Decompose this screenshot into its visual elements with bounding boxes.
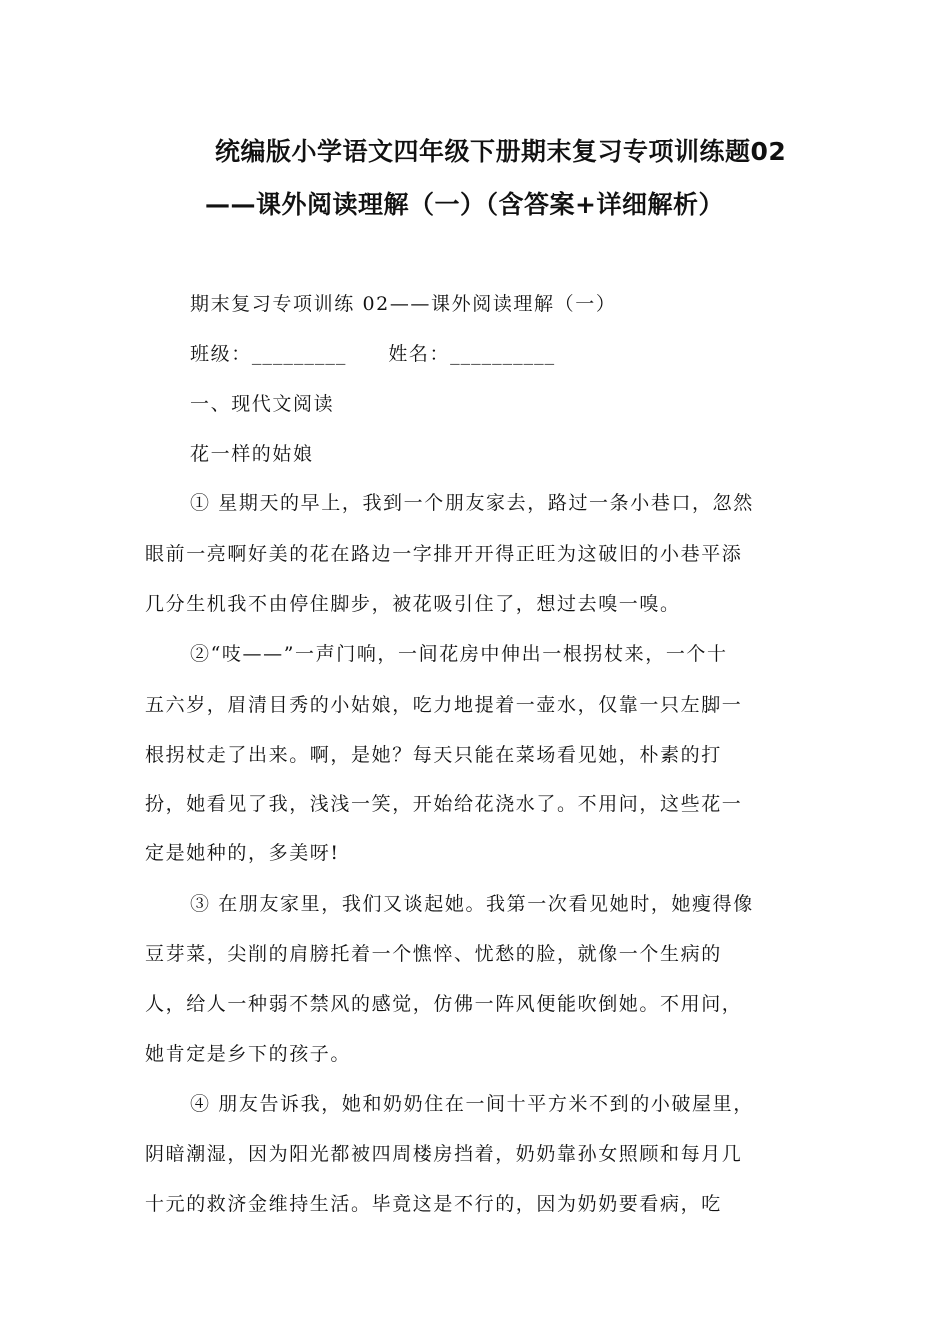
- story-title: 花一样的姑娘: [190, 443, 314, 465]
- section-heading: 一、现代文阅读: [190, 393, 335, 415]
- document-title-line-2: ——课外阅读理解（一）（含答案+详细解析）: [205, 190, 724, 219]
- paragraph-line: 几分生机我不由停住脚步，被花吸引住了，想过去嗅一嗅。: [145, 593, 681, 615]
- document-title-line-1: 统编版小学语文四年级下册期末复习专项训练题02: [215, 137, 787, 166]
- paragraph-line: 眼前一亮啊好美的花在路边一字排开开得正旺为这破旧的小巷平添: [145, 543, 743, 565]
- paragraph-line: ④ 朋友告诉我，她和奶奶住在一间十平方米不到的小破屋里，: [190, 1093, 754, 1115]
- name-label: 姓名：: [388, 343, 451, 365]
- class-label: 班级：: [190, 343, 252, 365]
- paragraph-line: 十元的救济金维持生活。毕竟这是不行的，因为奶奶要看病，吃: [145, 1193, 722, 1215]
- paragraph-line: 人，给人一种弱不禁风的感觉，仿佛一阵风便能吹倒她。不用问，: [145, 993, 743, 1015]
- paragraph-line: 阴暗潮湿，因为阳光都被四周楼房挡着，奶奶靠孙女照顾和每月几: [145, 1143, 743, 1165]
- exercise-subtitle: 期末复习专项训练 02——课外阅读理解（一）: [190, 293, 617, 315]
- paragraph-line: 她肯定是乡下的孩子。: [145, 1043, 352, 1065]
- name-blank: __________: [450, 343, 556, 365]
- class-blank: _________: [251, 343, 347, 365]
- paragraph-line: 根拐杖走了出来。啊，是她？每天只能在菜场看见她，朴素的打: [145, 744, 722, 766]
- paragraph-line: ②“吱——”一声门响，一间花房中伸出一根拐杖来，一个十: [190, 643, 728, 665]
- paragraph-line: ① 星期天的早上，我到一个朋友家去，路过一条小巷口，忽然: [190, 492, 754, 514]
- paragraph-line: 豆芽菜，尖削的肩膀托着一个憔悴、忧愁的脸，就像一个生病的: [145, 943, 722, 965]
- paragraph-line: 五六岁，眉清目秀的小姑娘，吃力地提着一壶水，仅靠一只左脚一: [145, 694, 743, 716]
- paragraph-line: 扮，她看见了我，浅浅一笑，开始给花浇水了。不用问，这些花一: [145, 793, 743, 815]
- student-info-row: [190, 339, 555, 366]
- paragraph-line: 定是她种的，多美呀!: [145, 842, 340, 864]
- paragraph-line: ③ 在朋友家里，我们又谈起她。我第一次看见她时，她瘦得像: [190, 893, 754, 915]
